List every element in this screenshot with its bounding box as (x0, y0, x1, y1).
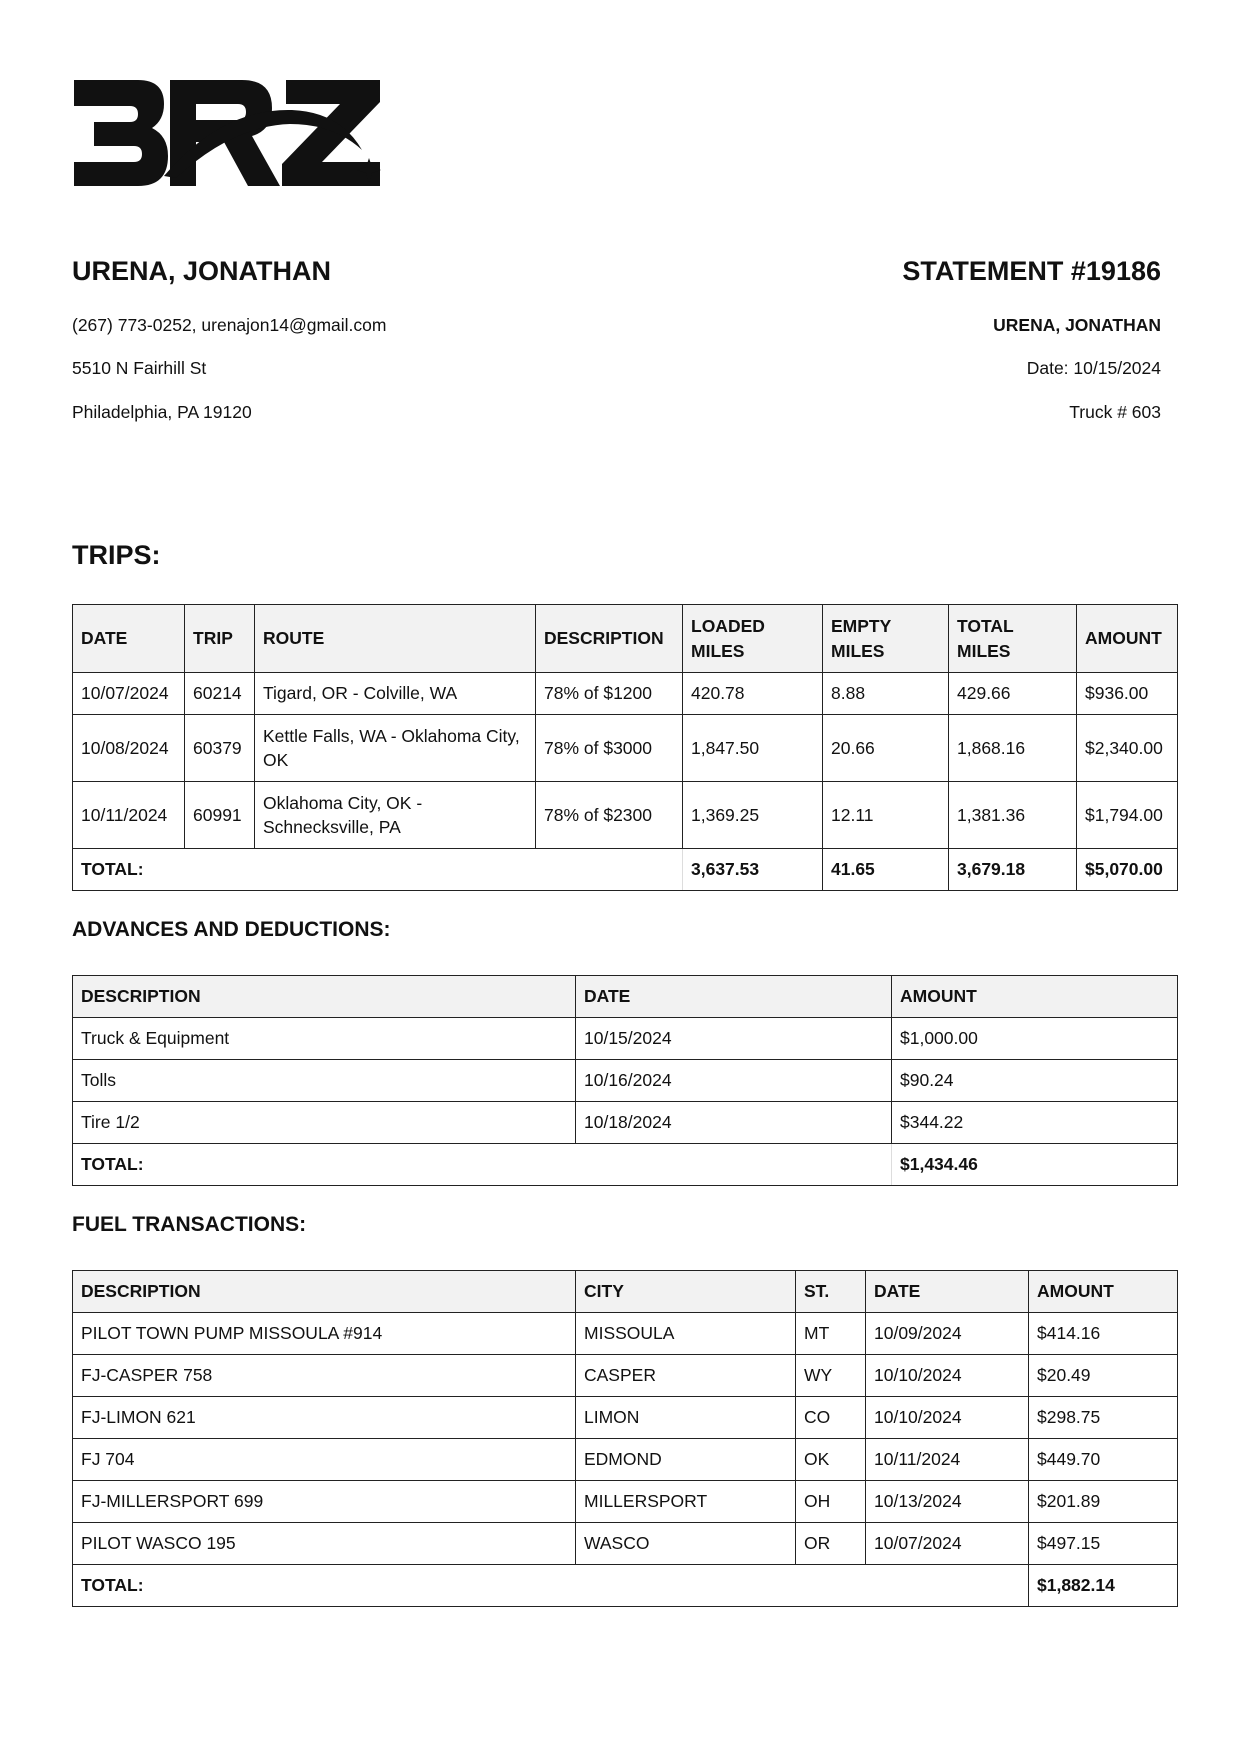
cell-loaded-miles: 1,847.50 (683, 715, 823, 782)
table-row (73, 1481, 1178, 1523)
statement-name: URENA, JONATHAN (993, 315, 1161, 335)
statement-title: STATEMENT #19186 (902, 256, 1161, 286)
cell-city: LIMON (576, 1397, 796, 1439)
cell-empty-miles: 20.66 (823, 715, 949, 782)
table-row (73, 1439, 1178, 1481)
cell-state: CO (796, 1397, 866, 1439)
cell-city: EDMOND (576, 1439, 796, 1481)
cell-date: 10/10/2024 (866, 1355, 1029, 1397)
cell-trip: 60991 (185, 782, 255, 849)
cell-city: MISSOULA (576, 1313, 796, 1355)
total-empty-miles: 41.65 (823, 849, 949, 891)
col-header-description: DESCRIPTION (73, 1271, 576, 1313)
cell-description: FJ 704 (73, 1439, 576, 1481)
cell-description: 78% of $3000 (536, 715, 683, 782)
table-row (73, 715, 1178, 782)
col-header-trip: TRIP (185, 605, 255, 673)
cell-description: Tire 1/2 (73, 1102, 576, 1144)
cell-amount: $298.75 (1029, 1397, 1178, 1439)
cell-amount: $2,340.00 (1077, 715, 1178, 782)
total-amount: $1,882.14 (1029, 1565, 1178, 1607)
cell-amount: $936.00 (1077, 673, 1178, 715)
cell-route: Kettle Falls, WA - Oklahoma City, OK (255, 715, 536, 782)
cell-date: 10/11/2024 (73, 782, 185, 849)
cell-trip: 60379 (185, 715, 255, 782)
cell-date: 10/11/2024 (866, 1439, 1029, 1481)
cell-trip: 60214 (185, 673, 255, 715)
trips-total-row (73, 849, 1178, 891)
total-amount: $1,434.46 (892, 1144, 1178, 1186)
col-header-date: DATE (73, 605, 185, 673)
col-header-amount: AMOUNT (1077, 605, 1178, 673)
cell-amount: $20.49 (1029, 1355, 1178, 1397)
deductions-header-row (73, 976, 1178, 1018)
cell-amount: $1,794.00 (1077, 782, 1178, 849)
trips-heading: TRIPS: (72, 540, 161, 570)
cell-city: MILLERSPORT (576, 1481, 796, 1523)
cell-amount: $497.15 (1029, 1523, 1178, 1565)
cell-description: PILOT TOWN PUMP MISSOULA #914 (73, 1313, 576, 1355)
trips-table (72, 604, 1178, 891)
col-header-amount: AMOUNT (1029, 1271, 1178, 1313)
cell-total-miles: 429.66 (949, 673, 1077, 715)
statement-date: Date: 10/15/2024 (1026, 358, 1161, 378)
cell-date: 10/15/2024 (576, 1018, 892, 1060)
col-header-route: ROUTE (255, 605, 536, 673)
cell-description: Tolls (73, 1060, 576, 1102)
driver-address-street: 5510 N Fairhill St (72, 358, 207, 378)
col-header-amount: AMOUNT (892, 976, 1178, 1018)
cell-route: Tigard, OR - Colville, WA (255, 673, 536, 715)
cell-total-miles: 1,868.16 (949, 715, 1077, 782)
statement-truck: Truck # 603 (1069, 402, 1161, 422)
cell-state: MT (796, 1313, 866, 1355)
cell-amount: $90.24 (892, 1060, 1178, 1102)
cell-state: OH (796, 1481, 866, 1523)
cell-amount: $414.16 (1029, 1313, 1178, 1355)
deductions-total-row (73, 1144, 1178, 1186)
cell-date: 10/16/2024 (576, 1060, 892, 1102)
cell-description: FJ-MILLERSPORT 699 (73, 1481, 576, 1523)
total-label: TOTAL: (73, 1144, 892, 1186)
trips-header-row (73, 605, 1178, 673)
cell-amount: $1,000.00 (892, 1018, 1178, 1060)
table-row (73, 1397, 1178, 1439)
total-loaded-miles: 3,637.53 (683, 849, 823, 891)
table-row (73, 1523, 1178, 1565)
cell-empty-miles: 12.11 (823, 782, 949, 849)
cell-amount: $201.89 (1029, 1481, 1178, 1523)
driver-name: URENA, JONATHAN (72, 256, 332, 286)
deductions-heading: ADVANCES AND DEDUCTIONS: (72, 918, 391, 941)
driver-address-city: Philadelphia, PA 19120 (72, 402, 252, 422)
total-label: TOTAL: (73, 1565, 1029, 1607)
cell-description: Truck & Equipment (73, 1018, 576, 1060)
col-header-city: CITY (576, 1271, 796, 1313)
table-row (73, 1060, 1178, 1102)
driver-contact: (267) 773-0252, urenajon14@gmail.com (72, 315, 387, 335)
cell-state: WY (796, 1355, 866, 1397)
col-header-date: DATE (576, 976, 892, 1018)
cell-date: 10/10/2024 (866, 1397, 1029, 1439)
total-total-miles: 3,679.18 (949, 849, 1077, 891)
table-row (73, 782, 1178, 849)
cell-loaded-miles: 1,369.25 (683, 782, 823, 849)
fuel-total-row (73, 1565, 1178, 1607)
cell-date: 10/07/2024 (73, 673, 185, 715)
cell-description: FJ-CASPER 758 (73, 1355, 576, 1397)
cell-date: 10/13/2024 (866, 1481, 1029, 1523)
cell-amount: $449.70 (1029, 1439, 1178, 1481)
col-header-date: DATE (866, 1271, 1029, 1313)
cell-total-miles: 1,381.36 (949, 782, 1077, 849)
fuel-table (72, 1270, 1178, 1607)
cell-description: FJ-LIMON 621 (73, 1397, 576, 1439)
cell-description: 78% of $2300 (536, 782, 683, 849)
table-row (73, 1018, 1178, 1060)
fuel-header-row (73, 1271, 1178, 1313)
table-row (73, 673, 1178, 715)
cell-amount: $344.22 (892, 1102, 1178, 1144)
col-header-empty-miles: EMPTY MILES (823, 605, 949, 673)
cell-loaded-miles: 420.78 (683, 673, 823, 715)
col-header-description: DESCRIPTION (536, 605, 683, 673)
col-header-state: ST. (796, 1271, 866, 1313)
table-row (73, 1355, 1178, 1397)
cell-state: OK (796, 1439, 866, 1481)
company-logo (72, 78, 382, 190)
cell-empty-miles: 8.88 (823, 673, 949, 715)
cell-description: 78% of $1200 (536, 673, 683, 715)
col-header-loaded-miles: LOADED MILES (683, 605, 823, 673)
cell-date: 10/18/2024 (576, 1102, 892, 1144)
cell-city: CASPER (576, 1355, 796, 1397)
col-header-description: DESCRIPTION (73, 976, 576, 1018)
total-label: TOTAL: (73, 849, 683, 891)
cell-date: 10/07/2024 (866, 1523, 1029, 1565)
col-header-total-miles: TOTAL MILES (949, 605, 1077, 673)
fuel-heading: FUEL TRANSACTIONS: (72, 1213, 307, 1236)
cell-date: 10/08/2024 (73, 715, 185, 782)
total-amount: $5,070.00 (1077, 849, 1178, 891)
cell-route: Oklahoma City, OK - Schnecksville, PA (255, 782, 536, 849)
table-row (73, 1102, 1178, 1144)
cell-date: 10/09/2024 (866, 1313, 1029, 1355)
cell-description: PILOT WASCO 195 (73, 1523, 576, 1565)
deductions-table (72, 975, 1178, 1186)
cell-city: WASCO (576, 1523, 796, 1565)
table-row (73, 1313, 1178, 1355)
cell-state: OR (796, 1523, 866, 1565)
